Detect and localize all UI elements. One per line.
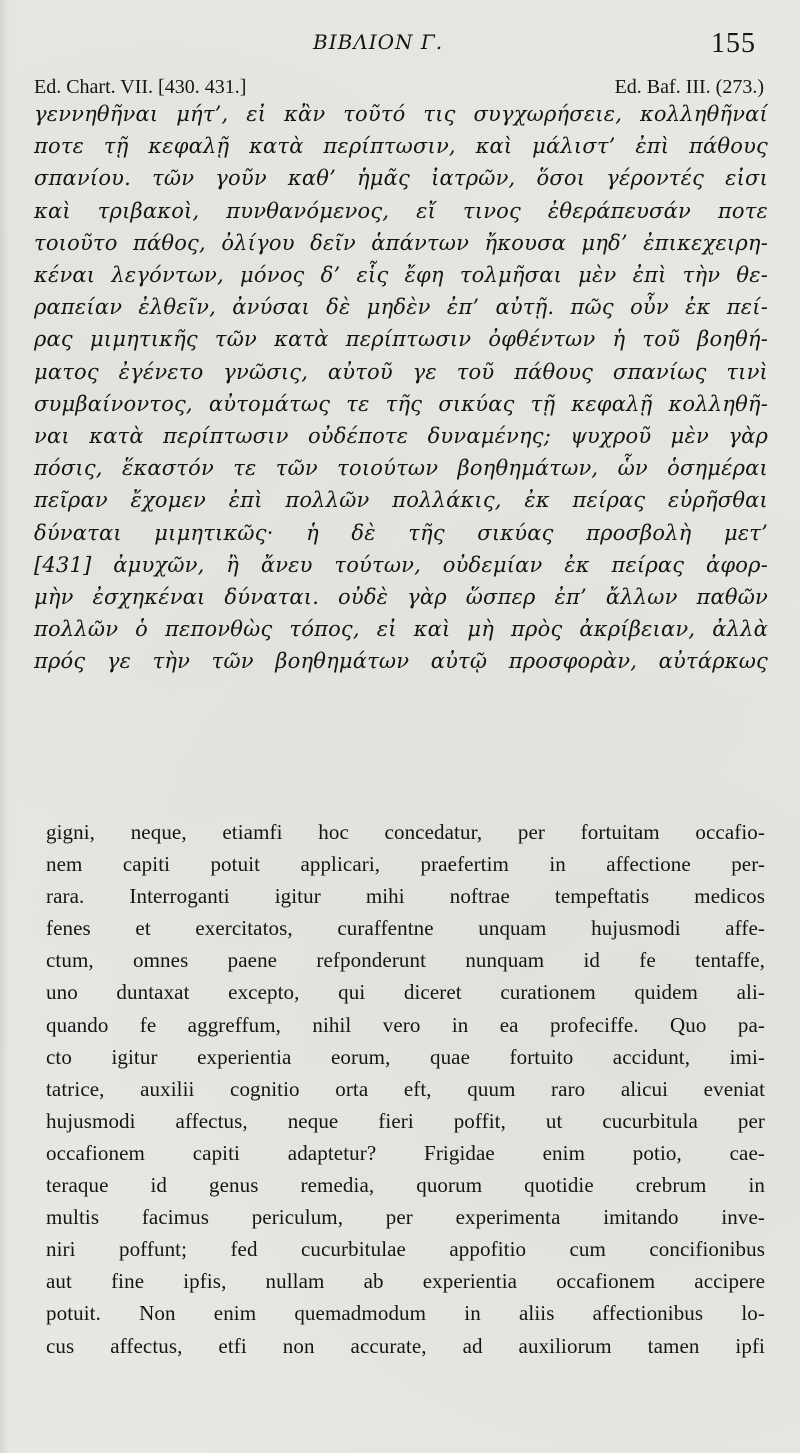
latin-line: quando fe aggreffum, nihil vero in ea profeciffe. Quo pa- (46, 1012, 765, 1037)
latin-line: teraque id genus remedia, quorum quotidie crebrum in (46, 1173, 765, 1198)
greek-line: γεννηθῆναι μήτ’, εἰ κἂν τοῦτό τις συγχωρήσειε, κολληθῆναί (34, 102, 768, 126)
latin-line: uno duntaxat excepto, qui diceret curationem quidem ali- (46, 980, 765, 1005)
latin-line: ctum, omnes paene refponderunt nunquam id fe tentaffe, (46, 948, 765, 973)
latin-line: rara. Interroganti igitur mihi noftrae tempeftatis medicos (46, 884, 765, 909)
greek-line: πρός γε τὴν τῶν βοηθημάτων αὐτῷ προσφορὰν, αὐτάρκως (34, 649, 768, 674)
page-number: 155 (711, 28, 756, 59)
greek-line: πεῖραν ἔχομεν ἐπὶ πολλῶν πολλάκις, ἐκ πείρας εὑρῆσθαι (34, 488, 768, 513)
book-title: ΒΙΒΛΙΟΝ Γ. (313, 30, 444, 54)
greek-text-block (34, 98, 768, 678)
greek-line: μὴν ἐσχηκέναι δύναται. οὐδὲ γὰρ ὥσπερ ἐπ’ ἄλλων παθῶν (34, 585, 768, 610)
latin-line: tatrice, auxilii cognitio orta eft, quum raro alicui eveniat (46, 1076, 765, 1101)
greek-line: τοιοῦτο πάθος, ὀλίγου δεῖν ἁπάντων ἤκουσα μηδ’ ἐπικεχειρη- (34, 230, 768, 255)
greek-line: [431] ἀμυχῶν, ἢ ἄνευ τούτων, οὐδεμίαν ἐκ πείρας ἀφορ- (34, 552, 768, 577)
latin-line: niri poffunt; fed cucurbitulae appofitio cum concifionibus (46, 1237, 765, 1262)
running-head (0, 30, 800, 64)
latin-line: gigni, neque, etiamfi hoc concedatur, per fortuitam occafio- (46, 820, 765, 844)
latin-line: hujusmodi affectus, neque fieri poffit, ut cucurbitula per (46, 1108, 765, 1133)
latin-text-block (46, 816, 765, 1362)
latin-line: nem capiti potuit applicari, praefertim in affectione per- (46, 852, 765, 877)
page-shadow (0, 0, 9, 1453)
basel-edition-reference: Ed. Baf. III. (273.) (614, 76, 764, 98)
greek-line: πόσις, ἕκαστόν τε τῶν τοιούτων βοηθημάτων, ὧν ὁσημέραι (34, 456, 768, 481)
latin-line: cto igitur experientia eorum, quae fortuito accidunt, imi- (46, 1044, 765, 1069)
chartier-edition-reference: Ed. Chart. VII. [430. 431.] (34, 76, 247, 98)
greek-line: ναι κατὰ περίπτωσιν οὐδέποτε δυναμένης; ψυχροῦ μὲν γὰρ (34, 424, 768, 449)
latin-line: aut fine ipfis, nullam ab experientia occafionem accipere (46, 1269, 765, 1294)
greek-line: δύναται μιμητικῶς· ἡ δὲ τῆς σικύας προσβολὴ μετ’ (34, 520, 768, 545)
greek-line: ποτε τῇ κεφαλῇ κατὰ περίπτωσιν, καὶ μάλιστ’ ἐπὶ πάθους (34, 134, 768, 159)
greek-line: ραπείαν ἐλθεῖν, ἀνύσαι δὲ μηδὲν ἐπ’ αὐτῇ. πῶς οὖν ἐκ πεί- (34, 295, 768, 320)
latin-line: multis facimus periculum, per experimenta imitando inve- (46, 1205, 765, 1230)
greek-line: σπανίου. τῶν γοῦν καθ’ ἡμᾶς ἰατρῶν, ὅσοι γέροντές εἰσι (34, 166, 768, 191)
greek-line: καὶ τριβακοὶ, πυνθανόμενος, εἴ τινος ἐθεράπευσάν ποτε (34, 198, 768, 223)
latin-line: occafionem capiti adaptetur? Frigidae enim potio, cae- (46, 1140, 765, 1165)
greek-line: ρας μιμητικῆς τῶν κατὰ περίπτωσιν ὀφθέντων ἡ τοῦ βοηθή- (34, 327, 768, 352)
latin-line: cus affectus, etfi non accurate, ad auxiliorum tamen ipfi (46, 1333, 765, 1358)
greek-line: κέναι λεγόντων, μόνος δ’ εἷς ἔφη τολμῆσαι μὲν ἐπὶ τὴν θε- (34, 263, 768, 288)
greek-line: συμβαίνοντος, αὐτομάτως τε τῆς σικύας τῇ κεφαλῇ κολληθῆ- (34, 391, 768, 416)
greek-line: ματος ἐγένετο γνῶσις, αὐτοῦ γε τοῦ πάθους σπανίως τινὶ (34, 359, 768, 384)
greek-line: πολλῶν ὁ πεπονθὼς τόπος, εἰ καὶ μὴ πρὸς ἀκρίβειαν, ἀλλὰ (34, 617, 768, 642)
latin-line: potuit. Non enim quemadmodum in aliis affectionibus lo- (46, 1301, 765, 1326)
latin-line: fenes et exercitatos, curaffentne unquam hujusmodi affe- (46, 916, 765, 941)
